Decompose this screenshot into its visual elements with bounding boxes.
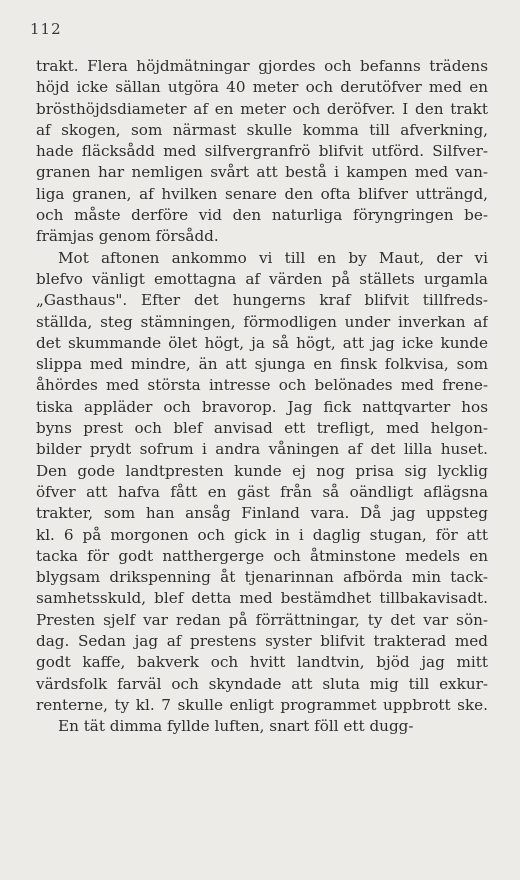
text-line: tacka för godt natthergerge och åtminstone medels en	[36, 546, 488, 565]
text-line: tiska appläder och bravorop. Jag fick nattqvarter hos	[36, 397, 488, 416]
text-line: byns prest och blef anvisad ett trefligt, med helgon-	[36, 419, 488, 438]
text-line: godt kaffe, bakverk och hvitt landtvin, bjöd jag mitt	[36, 653, 488, 672]
text-line: af skogen, som närmast skulle komma till afverkning,	[36, 120, 488, 139]
text-line: ställda, steg stämningen, förmodligen under inverkan af	[36, 312, 488, 331]
text-line: renterne, ty kl. 7 skulle enligt programmet uppbrott ske.	[36, 695, 488, 714]
text-line: Den gode landtpresten kunde ej nog prisa sig lycklig	[36, 461, 488, 480]
text-line: En tät dimma fyllde luften, snart föll ett dugg-	[58, 717, 414, 736]
text-line: brösthöjdsdiameter af en meter och deröfver. I den trakt	[36, 99, 488, 118]
text-line: åhördes med största intresse och belönades med frene-	[36, 376, 488, 395]
text-line: liga granen, af hvilken senare den ofta blifver utträngd,	[36, 184, 488, 203]
text-line: höjd icke sällan utgöra 40 meter och derutöfver med en	[36, 78, 488, 97]
text-line: slippa med mindre, än att sjunga en finsk folkvisa, som	[36, 355, 488, 374]
text-line: värdsfolk farväl och skyndade att sluta mig till exkur-	[36, 674, 488, 693]
text-line: hade fläcksådd med silfvergranfrö blifvit utförd. Silfver-	[36, 142, 488, 161]
text-line: dag. Sedan jag af prestens syster blifvit trakterad med	[36, 632, 488, 651]
text-line: bilder prydt sofrum i andra våningen af det lilla huset.	[36, 440, 488, 459]
text-line: Presten sjelf var redan på förrättningar, ty det var sön-	[36, 610, 488, 629]
text-line: kl. 6 på morgonen och gick in i daglig stugan, för att	[36, 525, 488, 544]
text-line: trakter, som han ansåg Finland vara. Då jag uppsteg	[36, 504, 488, 523]
text-line: „Gasthaus". Efter det hungerns kraf blifvit tillfreds-	[36, 291, 488, 310]
text-line: granen har nemligen svårt att bestå i kampen med van-	[36, 163, 488, 182]
text-line: trakt. Flera höjdmätningar gjordes och befanns trädens	[36, 57, 488, 75]
text-line: främjas genom försådd.	[36, 227, 219, 246]
text-line: blygsam drikspenning åt tjenarinnan afbörda min tack-	[36, 568, 488, 587]
body-text	[36, 56, 488, 738]
text-line: Mot aftonen ankommo vi till en by Maut, der vi	[58, 248, 488, 267]
text-line: öfver att hafva fått en gäst från så oändligt aflägsna	[36, 482, 488, 501]
page-number: 112	[30, 20, 62, 38]
text-line: blefvo vänligt emottagna af värden på ställets urgamla	[36, 269, 488, 288]
text-line: det skummande ölet högt, ja så högt, att jag icke kunde	[36, 333, 488, 352]
text-line: och måste derföre vid den naturliga föryngringen be-	[36, 206, 488, 225]
text-line: samhetsskuld, blef detta med bestämdhet tillbakavisadt.	[36, 589, 488, 608]
